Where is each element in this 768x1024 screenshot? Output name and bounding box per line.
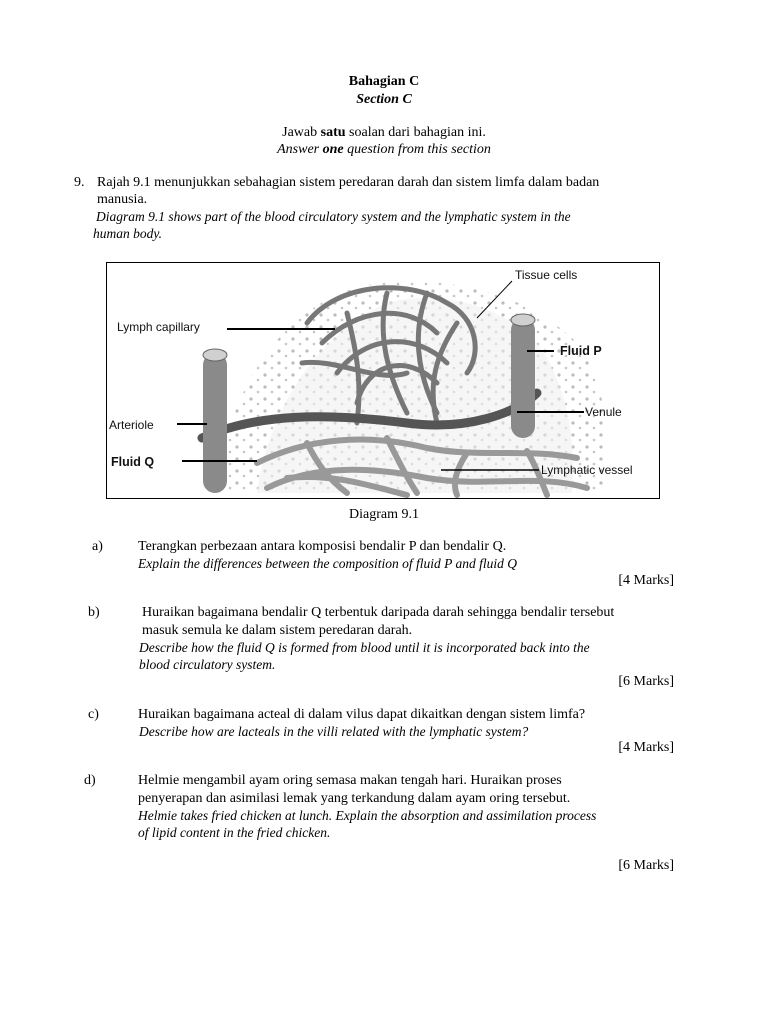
label-lymphatic-vessel: Lymphatic vessel	[541, 463, 633, 477]
part-a-marks: [4 Marks]	[618, 573, 674, 588]
part-d-en-line2: of lipid content in the fried chicken.	[138, 825, 331, 840]
part-c-letter: c)	[88, 707, 99, 722]
label-arteriole: Arteriole	[109, 418, 154, 432]
part-b-en-line2: blood circulatory system.	[139, 657, 276, 672]
question-stem-en-line1: Diagram 9.1 shows part of the blood circulatory system and the lymphatic system in the	[96, 209, 571, 224]
circulatory-diagram	[107, 263, 659, 498]
label-lymph-capillary: Lymph capillary	[117, 320, 200, 334]
instruction-ms: Jawab satu soalan dari bahagian ini.	[282, 125, 486, 140]
question-stem-ms-line1: Rajah 9.1 menunjukkan sebahagian sistem peredaran darah dan sistem limfa dalam badan	[97, 175, 600, 190]
part-a-en: Explain the differences between the composition of fluid P and fluid Q	[138, 556, 518, 571]
part-b-marks: [6 Marks]	[618, 674, 674, 689]
part-d-marks: [6 Marks]	[618, 858, 674, 873]
label-fluid-q: Fluid Q	[111, 455, 155, 469]
section-title-ms: Bahagian C	[348, 74, 420, 89]
part-a-ms: Terangkan perbezaan antara komposisi bendalir P dan bendalir Q.	[138, 539, 507, 554]
part-a-letter: a)	[92, 539, 103, 554]
right-vessel-tube	[511, 318, 535, 438]
part-d-letter: d)	[84, 773, 96, 788]
part-b-en-line1: Describe how the fluid Q is formed from blood until it is incorporated back into the	[139, 640, 590, 655]
section-title-en: Section C	[356, 92, 412, 107]
label-tissue-cells: Tissue cells	[515, 268, 578, 282]
part-b-ms-line1: Huraikan bagaimana bendalir Q terbentuk daripada darah sehingga bendalir tersebut	[142, 605, 615, 620]
part-c-en: Describe how are lacteals in the villi related with the lymphatic system?	[139, 724, 529, 739]
part-b-ms-line2: masuk semula ke dalam sistem peredaran darah.	[142, 623, 413, 638]
part-b-letter: b)	[88, 605, 100, 620]
diagram-caption: Diagram 9.1	[349, 507, 419, 522]
instruction-en: Answer one question from this section	[277, 142, 491, 157]
label-fluid-p: Fluid P	[560, 344, 602, 358]
diagram-9-1	[106, 262, 660, 499]
part-d-ms-line1: Helmie mengambil ayam oring semasa makan tengah hari. Huraikan proses	[138, 773, 562, 788]
question-stem-en-line2: human body.	[93, 226, 162, 241]
label-venule: Venule	[585, 405, 622, 419]
part-c-ms: Huraikan bagaimana acteal di dalam vilus dapat dikaitkan dengan sistem limfa?	[138, 707, 586, 722]
part-d-ms-line2: penyerapan dan asimilasi lemak yang terkandung dalam ayam oring tersebut.	[138, 791, 571, 806]
question-stem-ms-line2: manusia.	[97, 192, 148, 207]
question-number: 9.	[74, 175, 85, 190]
part-c-marks: [4 Marks]	[618, 740, 674, 755]
part-d-en-line1: Helmie takes fried chicken at lunch. Explain the absorption and assimilation process	[138, 808, 597, 823]
